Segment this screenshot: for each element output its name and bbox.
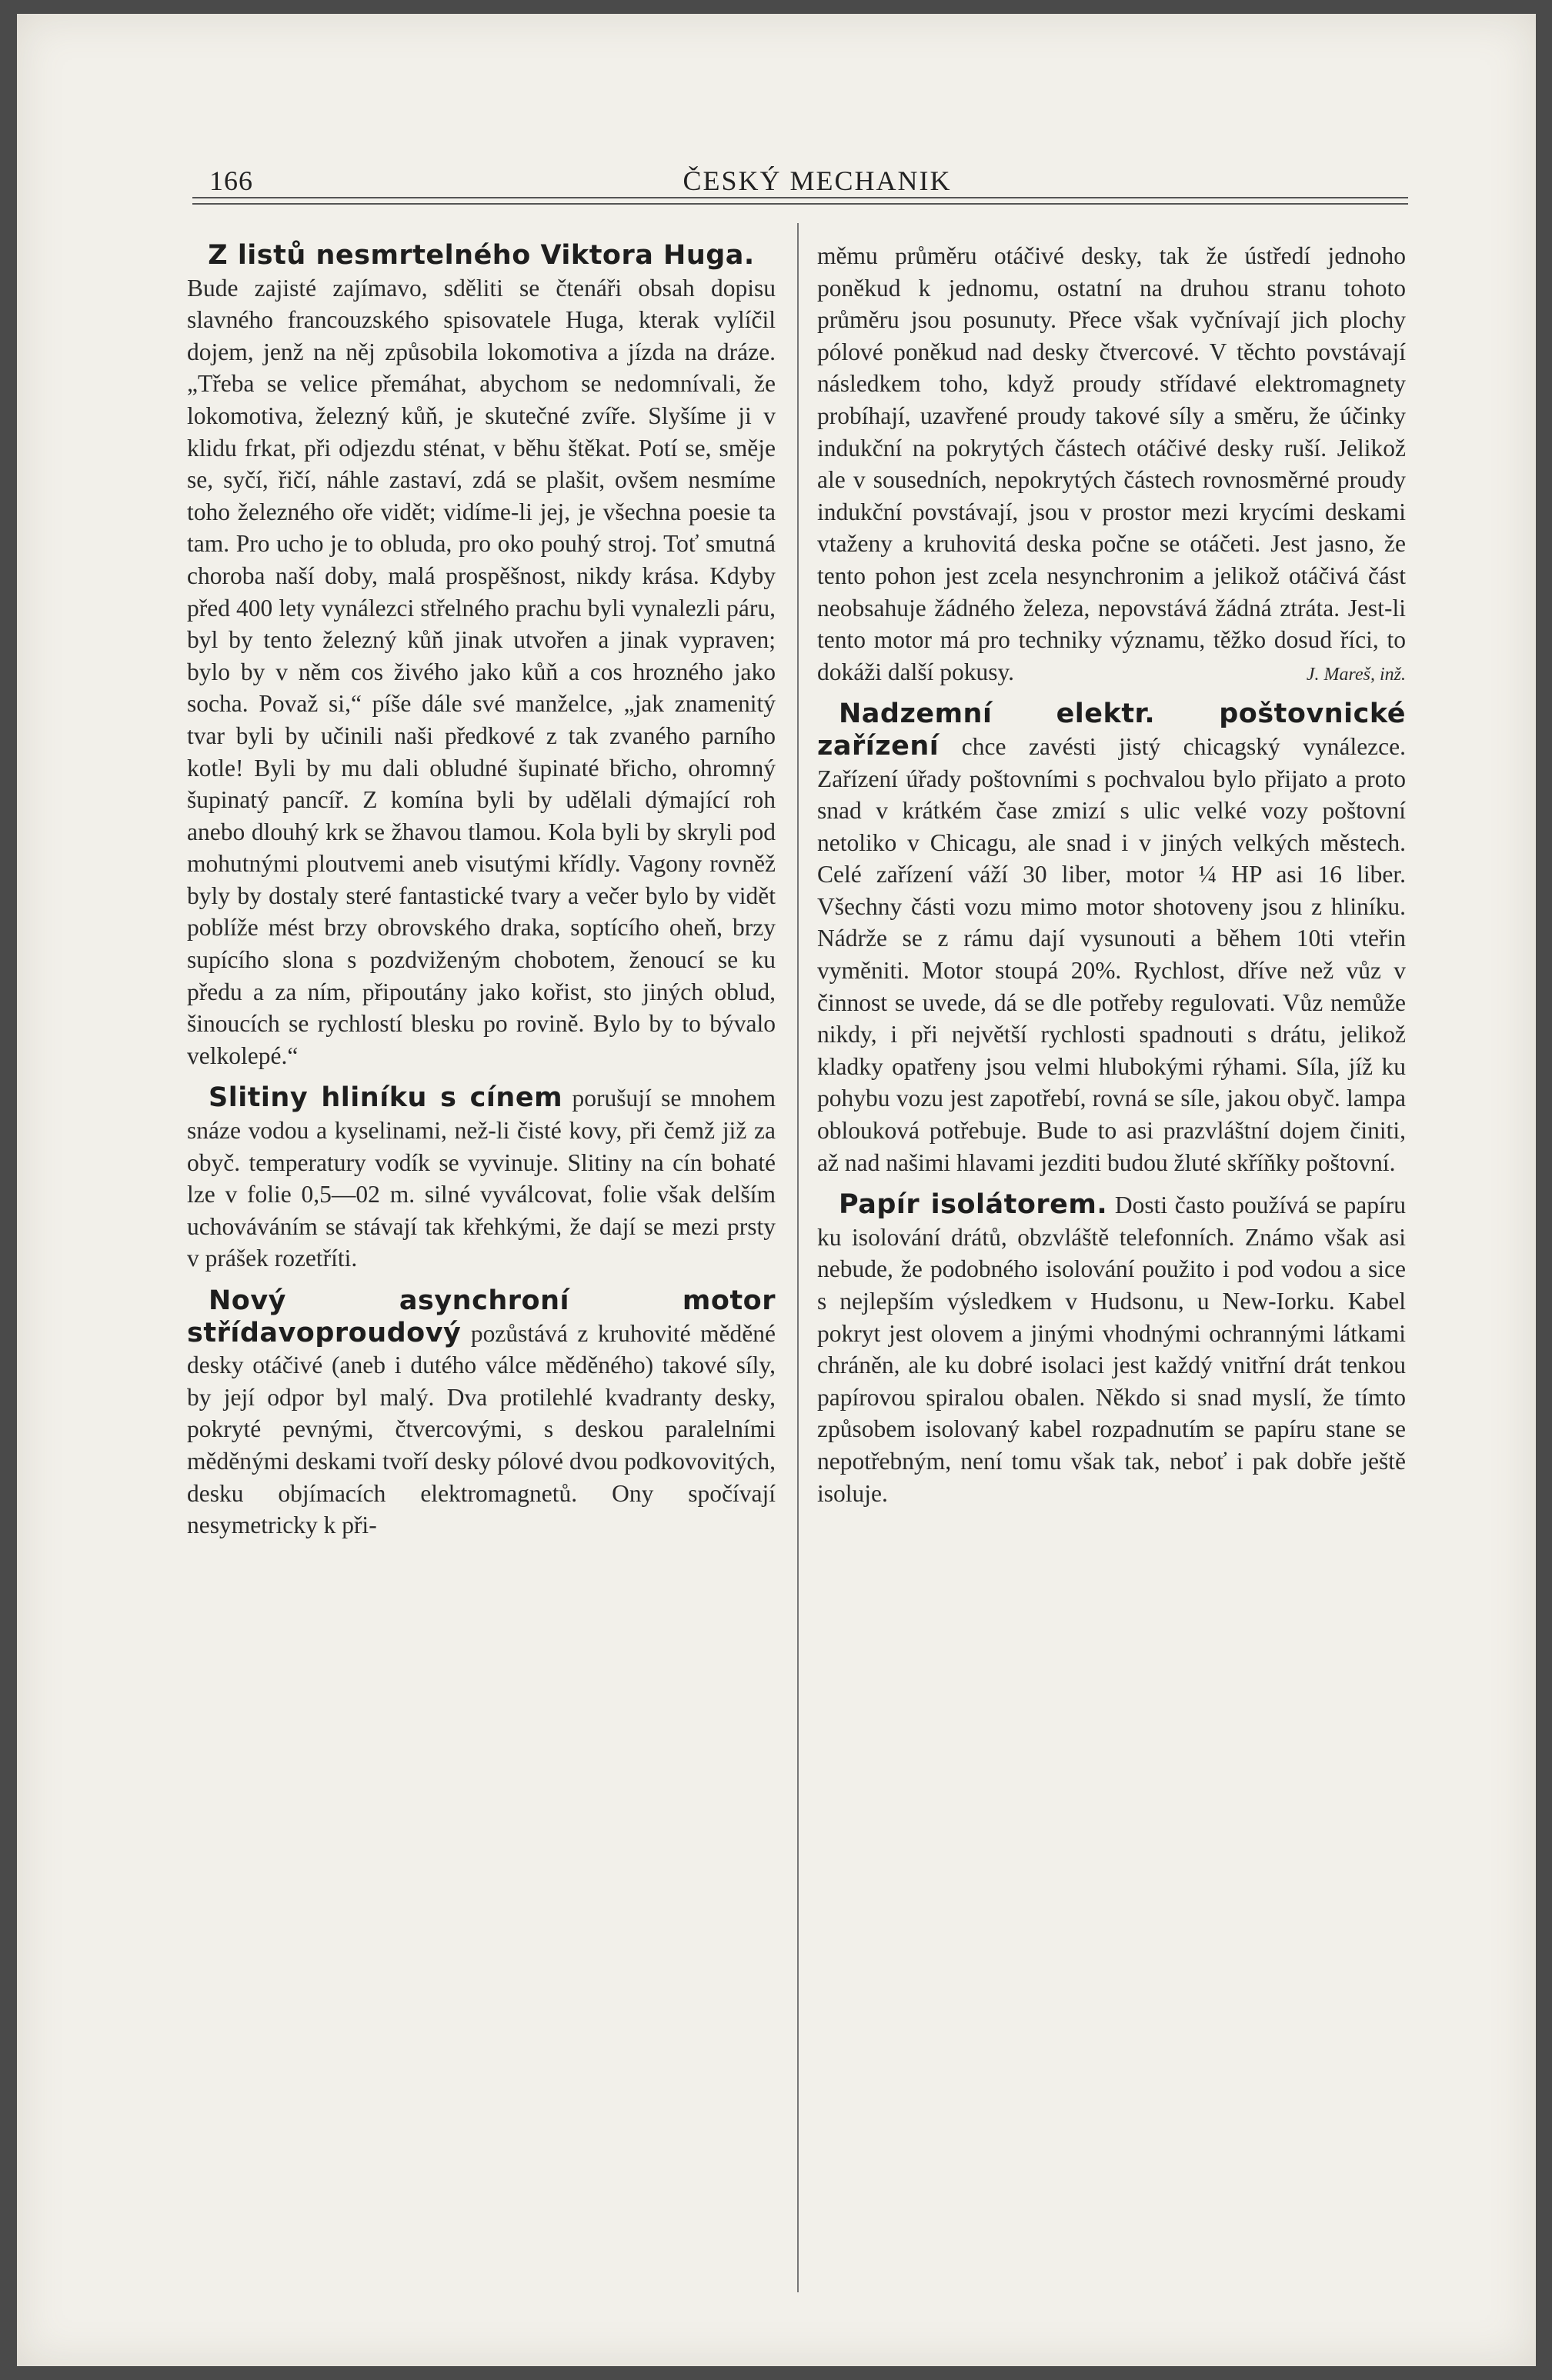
article-slitiny <box>187 1082 776 1275</box>
article-text: Bude zajisté zajímavo, sděliti se čtenáři obsah dopisu slavného francouzského spisovatele Huga, kterak vylíčil dojem, jenž na něj způsobila lokomotiva a jízda na dráze. „Třeba se velice přemáhat, abychom se nedomnívali, že lokomotiva, železný kůň, je skutečné zvíře. Slyšíme ji v klidu frkat, při odjezdu sténat, v běhu štěkat. Potí se, směje se, syčí, řičí, náhle zastaví, zdá se plašit, ovšem nesmíme toho železného oře vidět; vidíme-li jej, je všechna poesie ta tam. Pro ucho je to obluda, pro oko pouhý stroj. Toť smutná choroba naší doby, malá prospěšnost, nikdy krása. Kdyby před 400 lety vynálezci střelného prachu byli vynalezli páru, byl by tento železný kůň jinak utvořen a jinak vypraven; bylo by v něm cos živého jako kůň a cos hrozného jako socha. Považ si,“ píše dále své manželce, „jak znamenitý tvar byli by učinili naši předkové z tak zvaného parního kotle! Byli by mu dali obludné šupinaté břicho, ohromný šupinatý pancíř. Z komína byli by udělali dýmající roh anebo dlouhý krk se žhavou tlamou. Kola byli by skryli pod mohutnými ploutvemi aneb visutými křídly. Vagony rovněž byly by dostaly steré fantastické tvary a večer bylo by vidět poblíže mést brzy obrovského draka, soptícího oheň, brzy supícího slona s pozdviženým chobotem, ženoucí se ku předu a za ním, připoutány jako kořist, sto jiných oblud, šinoucích se rychlostí blesku po rovině. Bylo by to bývalo velkolepé.“ <box>187 274 776 1069</box>
article-body <box>187 272 776 1072</box>
header-rule-bottom <box>192 203 1408 205</box>
article-title: Z listů nesmrtelného Viktora Huga. <box>208 240 755 271</box>
right-column <box>817 240 1406 1509</box>
article-text: Dosti často používá se papíru ku isolování drátů, obzvláště telefonních. Známo však asi nebude, že podobného isolování použito i pod vodou a sice s nejlepším výsledkem v Hudsonu, u New-Iorku. Kabel pokryt jest olovem a jinými vhodnými ochrannými látkami chráněn, ale ku dobré isolaci jest každý vnitřní drát tenkou papírovou spiralou obalen. Někdo si snad myslí, že tímto způsobem isolovaný kabel rozpadnutím se papíru stane se nepotřebným, není tomu však tak, neboť i pak dobře ještě isoluje. <box>817 1192 1406 1507</box>
page-header <box>209 165 1425 202</box>
column-divider <box>797 223 799 2292</box>
article-title: Slitiny hliníku s cínem <box>209 1082 563 1114</box>
article-title: Nový asynchroní motor střídavoproudový <box>187 1285 776 1348</box>
article-text: pozůstává z kruhovité měděné desky otáčivé (aneb i dutého válce měděného) takové síly, by její odpor byl malý. Dva protilehlé kvadranty desky, pokryté pevnými, čtvercovými, s deskou paralelními měděnými deskami tvoří desky pólové dvou podkovovitých, desku objímacích elektromagnetů. Ony spočívají nesymetricky k při- <box>187 1319 776 1539</box>
article-motor-continued <box>817 240 1406 688</box>
article-papir <box>817 1189 1406 1509</box>
running-title: ČESKÝ MECHANIK <box>683 165 952 196</box>
article-text: chce zavésti jistý chicagský vynálezce. Zařízení úřady poštovními s pochvalou bylo přijato a proto snad v krátkém čase zmizí s ulic velké vozy poštovní netoliko v Chicagu, ale snad i v jiných velkých městech. Celé zařízení váží 30 liber, motor ¼ HP asi 16 liber. Všechny části vozu mimo motor shotoveny jsou z hliníku. Nádrže se z rámu dají vysunouti a během 10ti vteřin vyměniti. Motor stoupá 20%. Rychlost, dříve než vůz v činnost se uvede, dá se dle potřeby regulovati. Vůz nemůže nikdy, i při největší rychlosti spadnouti s drátu, jelikož kladky opatřeny jsou velmi hlubokými rýhami. Síla, jíž ku pohybu vozu jest zapotřebí, rovná se síle, jakou obyč. lampa oblouková potřebuje. Bude to asi prazvláštní dojem činiti, až nad našimi hlavami jezditi budou žluté skříňky poštovní. <box>817 732 1406 1176</box>
header-rule-top <box>192 197 1408 198</box>
article-posta <box>817 698 1406 1178</box>
article-text: měmu průměru otáčivé desky, tak že ústředí jednoho poněkud k jednomu, ostatní na druhou stranu tohoto průměru jsou posunuty. Přece však vyčnívají jich plochy pólové poněkud nad desky čtvercové. V těchto povstávají následkem toho, když proudy střídavé elektromagnety probíhají, uzavřené proudy takové síly a směru, že účinky indukční na pokrytých částech otáčivé desky ruší. Jelikož ale v sousedních, nepokrytých částech rovnosměrné proudy indukční povstávají, jsou v prostor mezi krycími deskami vtaženy a kruhovitá deska počne se otáčeti. Jest jasno, že tento pohon jest zcela nesynchronim a jelikož otáčivá část neobsahuje žádného železa, nepovstává žádná ztráta. Jest-li tento motor má pro techniky významu, těžko dosud říci, to dokáži další pokusy. <box>817 242 1406 685</box>
article-title: Papír isolátorem. <box>839 1189 1108 1221</box>
article-title: Nadzemní elektr. poštovnické zařízení <box>817 698 1406 762</box>
article-text: porušují se mnohem snáze vodou a kyselinami, než-li čisté kovy, při čemž již za obyč. temperatury vodík se vyvinuje. Slitiny na cín bohaté lze v folie 0,5—02 m. silné vyválcovat, folie však delším uchováváním se stávají tak křehkými, že dají se mezi prsty v prášek rozetříti. <box>187 1085 776 1272</box>
article-motor <box>187 1285 776 1542</box>
page-number: 166 <box>209 165 253 196</box>
article-hugo <box>187 240 776 272</box>
left-column <box>187 240 776 1542</box>
author-signature: J. Mareš, inž. <box>1306 664 1406 685</box>
